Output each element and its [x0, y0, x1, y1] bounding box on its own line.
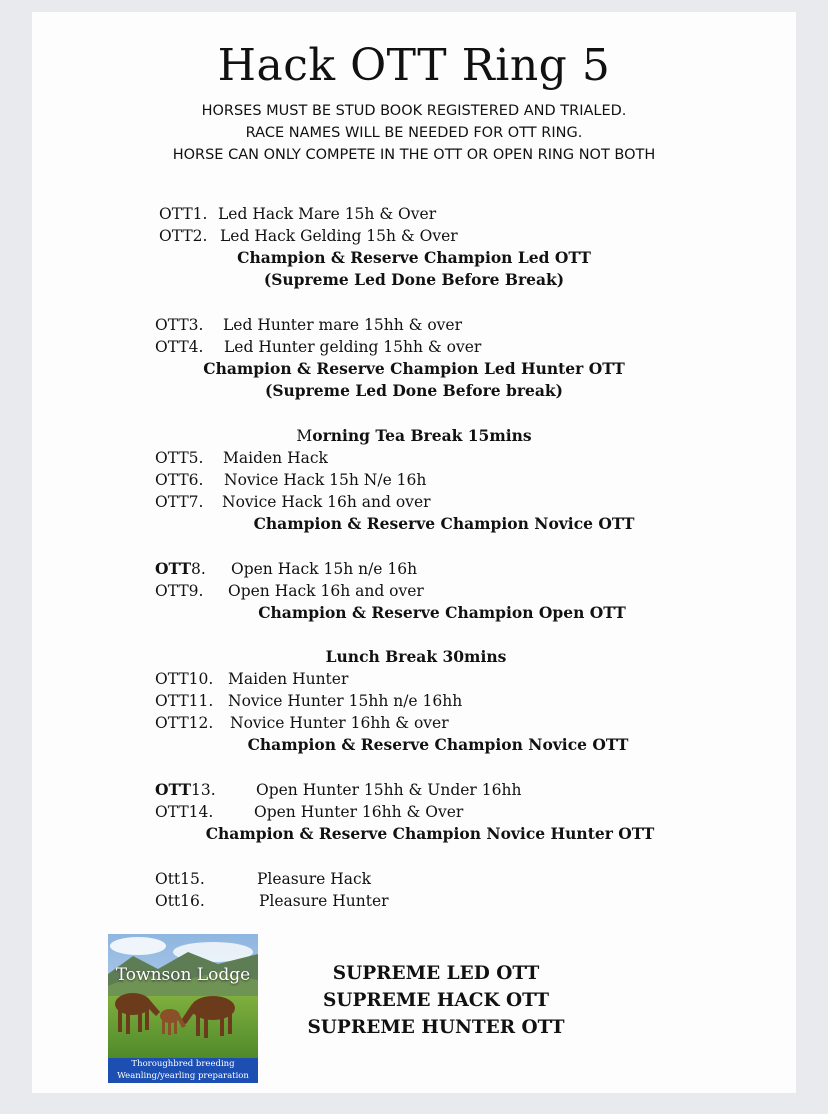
- break-heading: Lunch Break 30mins: [325, 647, 507, 666]
- class-label: Led Hack Gelding 15h & Over: [220, 227, 458, 245]
- entry-notice: [32, 100, 796, 166]
- notice-line: HORSE CAN ONLY COMPETE IN THE OTT OR OPEN RING NOT BOTH: [172, 147, 656, 163]
- class-number-bold: OTT: [155, 559, 192, 578]
- class-number: OTT4.: [155, 338, 204, 356]
- class-label: Open Hunter 15hh & Under 16hh: [256, 781, 522, 799]
- logo-tagline-line: Thoroughbred breeding: [131, 1059, 235, 1069]
- class-number: OTT1.: [159, 205, 208, 223]
- class-number: Ott15.: [155, 870, 205, 888]
- class-label: Maiden Hunter: [228, 670, 349, 688]
- supreme-awards: [286, 960, 586, 1041]
- class-label: Led Hunter mare 15hh & over: [223, 316, 462, 334]
- class-number: OTT12.: [155, 714, 214, 732]
- championship-heading: Champion & Reserve Champion Open OTT: [258, 603, 626, 622]
- class-number: OTT5.: [155, 449, 204, 467]
- class-label: Pleasure Hack: [257, 870, 372, 888]
- break-heading-initial: M: [296, 427, 313, 445]
- page-title: Hack OTT Ring 5: [217, 40, 611, 91]
- class-number-rest: 13.: [191, 781, 216, 799]
- class-label: Led Hack Mare 15h & Over: [218, 205, 437, 223]
- class-number: OTT11.: [155, 692, 214, 710]
- notice-line: HORSES MUST BE STUD BOOK REGISTERED AND TRIALED.: [201, 103, 627, 119]
- class-number: OTT9.: [155, 582, 204, 600]
- class-number: OTT2.: [159, 227, 208, 245]
- class-label: Novice Hunter 15hh n/e 16hh: [228, 692, 463, 710]
- break-heading: [32, 425, 796, 447]
- supreme-award: SUPREME HACK OTT: [323, 990, 549, 1011]
- championship-note: (Supreme Led Done Before break): [265, 381, 563, 400]
- championship-note: (Supreme Led Done Before Break): [263, 270, 565, 289]
- supreme-award: SUPREME HUNTER OTT: [307, 1017, 565, 1038]
- class-number: OTT10.: [155, 670, 214, 688]
- class-number: OTT3.: [155, 316, 204, 334]
- class-number: [155, 558, 206, 580]
- townson-lodge-logo: [108, 934, 258, 1083]
- class-label: Led Hunter gelding 15hh & over: [224, 338, 482, 356]
- logo-name: Townson Lodge: [115, 965, 251, 985]
- class-label: Open Hunter 16hh & Over: [254, 803, 464, 821]
- class-label: Novice Hunter 16hh & over: [230, 714, 449, 732]
- championship-heading: Champion & Reserve Champion Novice OTT: [253, 514, 635, 533]
- class-number: [155, 779, 216, 801]
- class-number: Ott16.: [155, 892, 205, 910]
- championship-heading: Champion & Reserve Champion Novice OTT: [247, 735, 629, 754]
- class-label: Maiden Hack: [223, 449, 328, 467]
- class-label: Novice Hack 16h and over: [222, 493, 431, 511]
- class-label: Open Hack 16h and over: [228, 582, 424, 600]
- logo-tagline-line: Weanling/yearling preparation: [117, 1071, 249, 1081]
- class-number-rest: 8.: [191, 560, 206, 578]
- class-label: Novice Hack 15h N/e 16h: [224, 471, 427, 489]
- class-number-bold: OTT: [155, 780, 192, 799]
- notice-line: RACE NAMES WILL BE NEEDED FOR OTT RING.: [245, 125, 583, 141]
- championship-heading: Champion & Reserve Champion Novice Hunter OTT: [205, 824, 655, 843]
- class-label: Pleasure Hunter: [259, 892, 389, 910]
- class-label: Open Hack 15h n/e 16h: [231, 560, 418, 578]
- class-number: OTT7.: [155, 493, 204, 511]
- championship-heading: Champion & Reserve Champion Led Hunter OTT: [203, 359, 625, 378]
- class-number: OTT6.: [155, 471, 204, 489]
- break-heading-rest: orning Tea Break 15mins: [312, 426, 532, 445]
- schedule-page: [32, 12, 796, 1093]
- championship-heading: Champion & Reserve Champion Led OTT: [237, 248, 591, 267]
- supreme-award: SUPREME LED OTT: [332, 963, 540, 984]
- logo-tagline: [108, 1058, 258, 1082]
- class-number: OTT14.: [155, 803, 214, 821]
